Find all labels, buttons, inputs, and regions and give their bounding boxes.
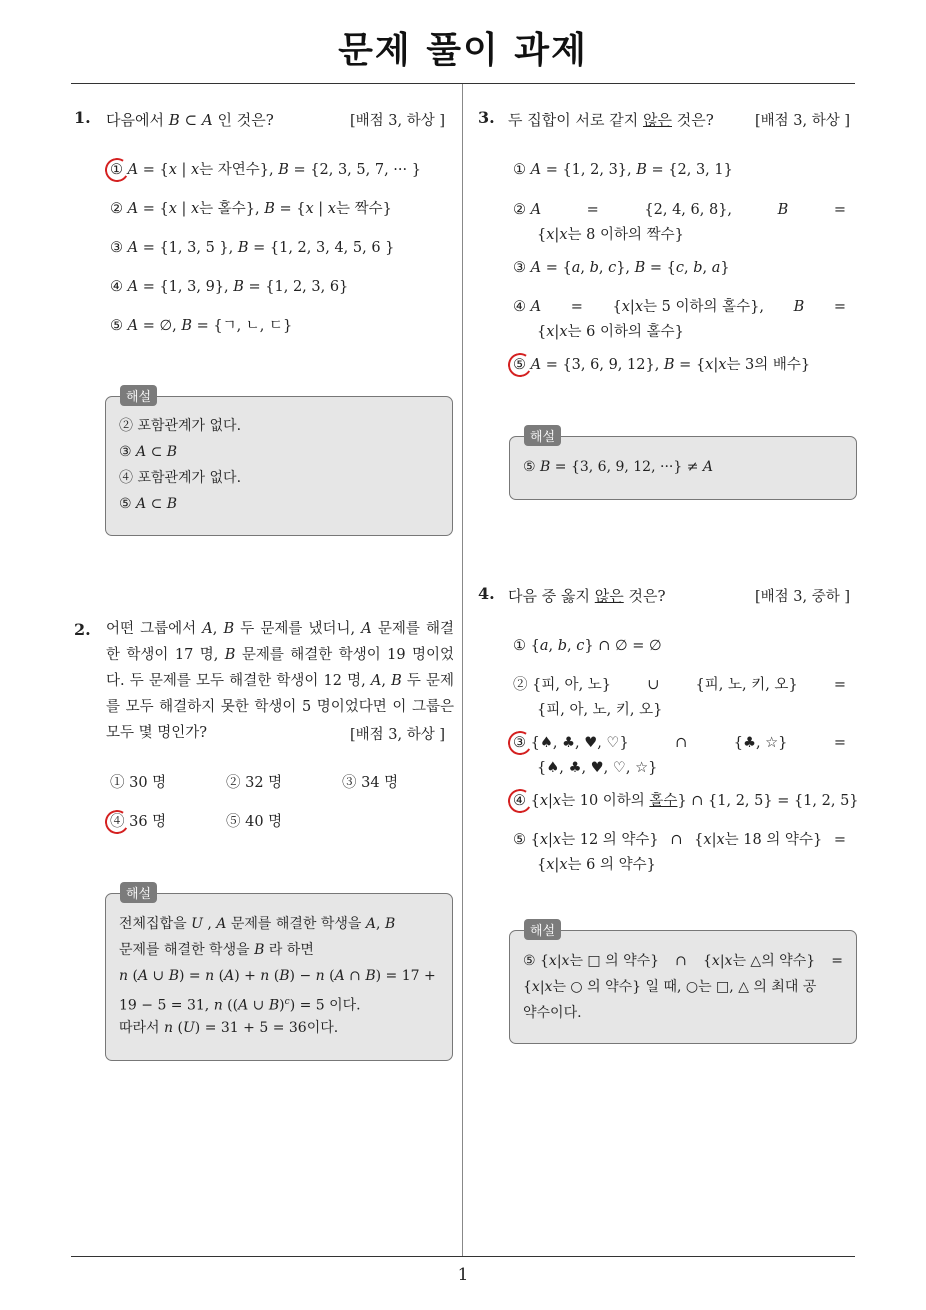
page-number: 1 bbox=[457, 1265, 469, 1285]
question-stem: 어떤 그룹에서 A, B 두 문제를 냈더니, A 문제를 해결한 학생이 17 명, B 문제를 해결한 학생이 19 명이었다. 두 문제를 모두 해결한 학생이 12 명, A, B 두 문제를 모두 해결하지 못한 학생이 5 명이었다면 이 그룹은 모두 몇 명인가? bbox=[106, 621, 455, 741]
points-label: [배점 3, 하상 ] bbox=[350, 113, 446, 129]
option-4[interactable]: ④ A = {x|x는 5 이하의 홀수}, B = {x|x는 6 이하의 홀수} bbox=[513, 299, 846, 340]
option-1[interactable]: ① 30 명 bbox=[110, 775, 167, 791]
points-label: [배점 3, 중하 ] bbox=[755, 589, 851, 605]
question-number: 2. bbox=[74, 620, 91, 639]
option-3[interactable]: ③ 34 명 bbox=[342, 775, 399, 791]
footer-rule bbox=[71, 1256, 855, 1257]
solution-line: ③ A ⊂ B bbox=[119, 444, 178, 460]
solution-box bbox=[105, 893, 453, 1061]
option-2[interactable]: ② A = {2, 4, 6, 8}, B = {x|x는 8 이하의 짝수} bbox=[513, 202, 846, 243]
option-3[interactable]: ③ {♠, ♣, ♥, ♡} ∩ {♣, ☆} = {♠, ♣, ♥, ♡, ☆} bbox=[513, 735, 846, 776]
option-5[interactable]: ⑤ {x|x는 12 의 약수} ∩ {x|x는 18 의 약수} = {x|x는 6 의 약수} bbox=[513, 832, 846, 873]
option-4[interactable]: ④ 36 명 bbox=[110, 814, 167, 830]
points-label: [배점 3, 하상 ] bbox=[350, 727, 446, 743]
option-4[interactable]: ④ {x|x는 10 이하의 홀수} ∩ {1, 2, 5} = {1, 2, 5} bbox=[513, 793, 859, 809]
solution-line: ⑤ {x|x는 □ 의 약수} ∩ {x|x는 △의 약수} = bbox=[523, 953, 843, 969]
option-5[interactable]: ⑤ A = {3, 6, 9, 12}, B = {x|x는 3의 배수} bbox=[513, 357, 811, 373]
page-title: 문제 풀이 과제 bbox=[338, 30, 588, 71]
column-divider bbox=[462, 84, 463, 1256]
option-5[interactable]: ⑤ A = ∅, B = {ㄱ, ㄴ, ㄷ} bbox=[110, 318, 293, 334]
option-2[interactable]: ② A = {x | x는 홀수}, B = {x | x는 짝수} bbox=[110, 201, 392, 217]
option-2[interactable]: ② 32 명 bbox=[226, 775, 283, 791]
question-number: 1. bbox=[74, 108, 91, 127]
solution-line: 19 − 5 = 31, n ((A ∪ B)$^c$) = 5 이다. bbox=[119, 997, 361, 1014]
solution-line: ② 포함관계가 없다. bbox=[119, 418, 242, 434]
question-stem: 두 집합이 서로 같지 않은 것은? bbox=[508, 111, 714, 129]
points-label: [배점 3, 하상 ] bbox=[755, 113, 851, 129]
header-rule bbox=[71, 83, 855, 84]
solution-label: 해설 bbox=[120, 882, 157, 903]
solution-label: 해설 bbox=[120, 385, 157, 406]
solution-line: 문제를 해결한 학생을 B 라 하면 bbox=[119, 942, 314, 958]
option-5[interactable]: ⑤ 40 명 bbox=[226, 814, 283, 830]
solution-box bbox=[509, 436, 857, 500]
solution-label: 해설 bbox=[524, 425, 561, 446]
solution-line: 약수이다. bbox=[523, 1005, 582, 1021]
solution-line: ⑤ B = {3, 6, 9, 12, ···} ≠ A bbox=[523, 459, 714, 475]
solution-box bbox=[105, 396, 453, 536]
solution-line: 따라서 n (U) = 31 + 5 = 36이다. bbox=[119, 1020, 339, 1036]
option-1[interactable]: ① {a, b, c} ∩ ∅ = ∅ bbox=[513, 638, 662, 654]
option-3[interactable]: ③ A = {1, 3, 5 }, B = {1, 2, 3, 4, 5, 6 } bbox=[110, 240, 395, 256]
solution-line: ⑤ A ⊂ B bbox=[119, 496, 178, 512]
option-1[interactable]: ① A = {1, 2, 3}, B = {2, 3, 1} bbox=[513, 162, 733, 178]
option-2[interactable]: ② {피, 아, 노} ∪ {피, 노, 키, 오} = {피, 아, 노, 키, 오} bbox=[513, 677, 846, 718]
option-1[interactable]: ① A = {x | x는 자연수}, B = {2, 3, 5, 7, ··· } bbox=[110, 162, 421, 178]
question-stem: 다음에서 B ⊂ A 인 것은? bbox=[106, 111, 274, 129]
solution-line: 전체집합을 U , A 문제를 해결한 학생을 A, B bbox=[119, 916, 396, 932]
question-stem: 다음 중 옳지 않은 것은? bbox=[508, 587, 666, 605]
solution-box bbox=[509, 930, 857, 1044]
option-3[interactable]: ③ A = {a, b, c}, B = {c, b, a} bbox=[513, 260, 730, 276]
solution-line: n (A ∪ B) = n (A) + n (B) − n (A ∩ B) = 17 + bbox=[119, 968, 436, 984]
option-4[interactable]: ④ A = {1, 3, 9}, B = {1, 2, 3, 6} bbox=[110, 279, 349, 295]
solution-label: 해설 bbox=[524, 919, 561, 940]
question-number: 4. bbox=[478, 584, 495, 603]
question-number: 3. bbox=[478, 108, 495, 127]
solution-line: ④ 포함관계가 없다. bbox=[119, 470, 242, 486]
solution-line: {x|x는 ○ 의 약수} 일 때, ○는 □, △ 의 최대 공 bbox=[523, 979, 817, 995]
